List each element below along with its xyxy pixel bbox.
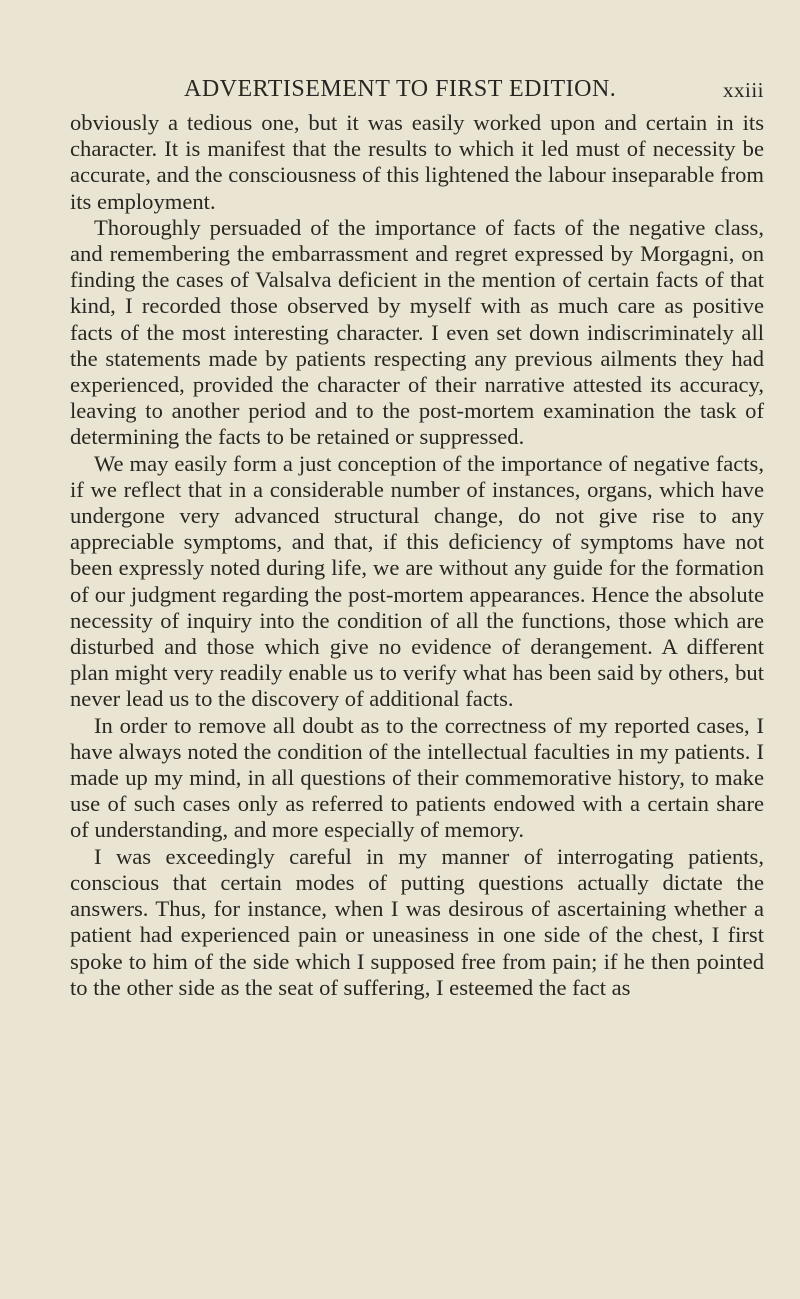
paragraph: obviously a tedious one, but it was easily worked upon and certain in its character. It is manifest that the results to which it led must of necessity be accurate, and the consciousness of this lightened the labour inseparable from its employment. bbox=[70, 110, 764, 214]
paragraph: We may easily form a just conception of the importance of negative facts, if we reflect that in a considerable number of instances, organs, which have undergone very advanced structural change, do not give rise to any appreciable symptoms, and that, if this deficiency of symptoms have not been expressly noted during life, we are without any guide for the formation of our judgment regarding the post-mortem appearances. Hence the absolute necessity of inquiry into the condition of all the functions, those which are disturbed and those which give no evidence of derangement. A different plan might very readily enable us to verify what has been said by others, but never lead us to the discovery of additional facts. bbox=[70, 450, 764, 712]
running-head bbox=[184, 76, 764, 106]
running-title: ADVERTISEMENT TO FIRST EDITION. bbox=[184, 76, 617, 102]
body-text bbox=[70, 110, 764, 1001]
paragraph: I was exceedingly careful in my manner of interrogating patients, conscious that certain modes of putting questions actually dictate the answers. Thus, for instance, when I was desirous of ascertaining whether a patient had experienced pain or uneasiness in one side of the chest, I first spoke to him of the side which I supposed free from pain; if he then pointed to the other side as the seat of suffering, I esteemed the fact as bbox=[70, 843, 764, 1000]
paragraph: Thoroughly persuaded of the importance of facts of the negative class, and remembering the embarrassment and regret expressed by Morgagni, on finding the cases of Valsalva deficient in the mention of certain facts of that kind, I recorded those observed by myself with as much care as positive facts of the most interesting character. I even set down indiscriminately all the statements made by patients respecting any previous ailments they had experienced, provided the character of their narrative attested its accuracy, leaving to another period and to the post-mortem examination the task of determining the facts to be retained or suppressed. bbox=[70, 214, 764, 450]
paragraph: In order to remove all doubt as to the correctness of my reported cases, I have always noted the condition of the intellectual faculties in my patients. I made up my mind, in all questions of their commemorative history, to make use of such cases only as referred to patients endowed with a certain share of understanding, and more especially of memory. bbox=[70, 712, 764, 843]
page-number: xxiii bbox=[722, 78, 764, 102]
